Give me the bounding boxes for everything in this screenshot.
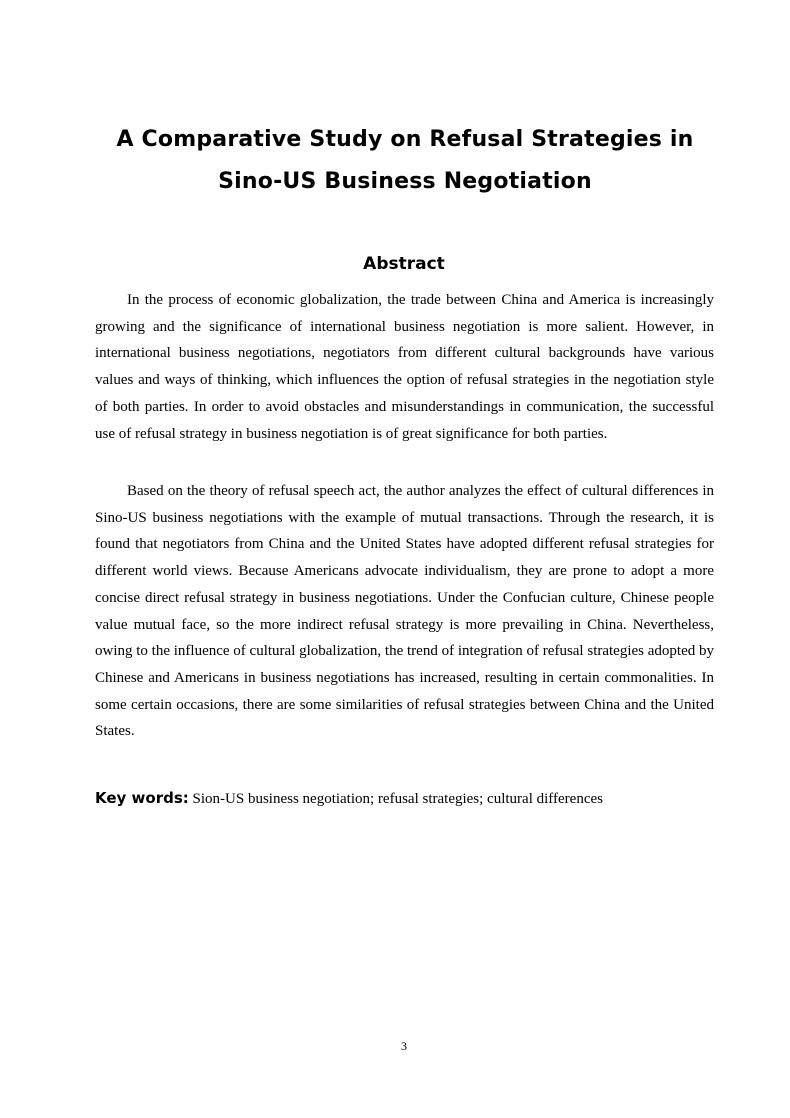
page-number: 3 [401, 1039, 407, 1053]
keywords-label: Key words: [95, 789, 189, 807]
abstract-paragraph-2-block [95, 478, 714, 745]
document-title-line-2: Sino-US Business Negotiation [218, 169, 592, 194]
document-title-line-1: A Comparative Study on Refusal Strategies in [116, 127, 694, 152]
abstract-paragraph: Based on the theory of refusal speech act, the author analyzes the effect of cultural differences in Sino-US business negotiations with the example of mutual transactions. Through the research, it is found that negotiators from China and the United States have adopted different refusal strategies for different world views. Because Americans advocate individualism, they are prone to adopt a more concise direct refusal strategy in business negotiations. Under the Confucian culture, Chinese people value mutual face, so the more indirect refusal strategy is more prevailing in China. Nevertheless, owing to the influence of cultural globalization, the trend of integration of refusal strategies adopted by Chinese and Americans in business negotiations has increased, resulting in certain commonalities. In some certain occasions, there are some similarities of refusal strategies between China and the United States. [95, 483, 714, 740]
abstract-paragraph-1-block [95, 287, 714, 447]
keywords-line [95, 786, 735, 811]
abstract-heading: Abstract [363, 254, 445, 274]
keywords-text: Sion-US business negotiation; refusal strategies; cultural differences [188, 791, 603, 807]
abstract-paragraph: In the process of economic globalization, the trade between China and America is increasingly growing and the significance of international business negotiation is more salient. However, in international business negotiations, negotiators from different cultural backgrounds have various values and ways of thinking, which influences the option of refusal strategies in the negotiation style of both parties. In order to avoid obstacles and misunderstandings in communication, the successful use of refusal strategy in business negotiation is of great significance for both parties. [95, 292, 714, 442]
